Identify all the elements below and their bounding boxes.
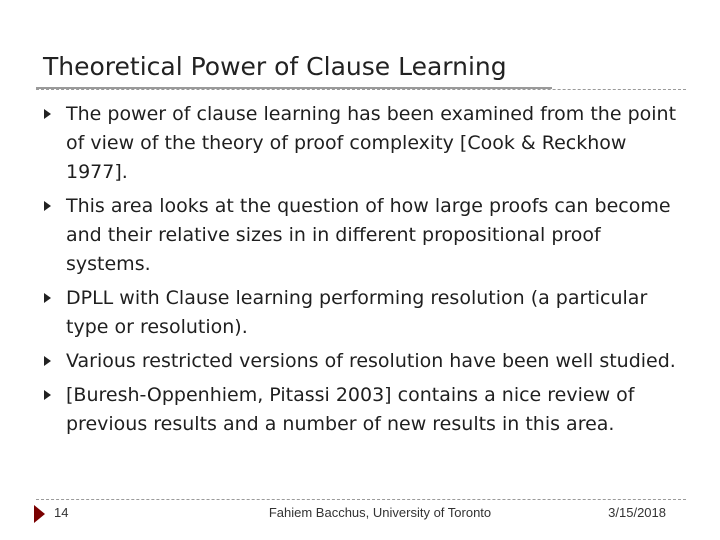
bullet-arrow-icon: [44, 201, 51, 211]
bullet-text: DPLL with Clause learning performing resolution (a particular type or resolution).: [66, 287, 648, 338]
bullet-arrow-icon: [44, 390, 51, 400]
slide-title: Theoretical Power of Clause Learning: [43, 52, 507, 81]
bullet-item: [44, 192, 684, 279]
footer-date: 3/15/2018: [608, 505, 666, 520]
bullet-item: [44, 100, 684, 187]
bullet-text: Various restricted versions of resolution have been well studied.: [66, 350, 676, 372]
bullet-item: [44, 284, 684, 342]
footer-arrow-icon: [34, 505, 45, 523]
bullet-item: [44, 347, 684, 376]
bullet-arrow-icon: [44, 356, 51, 366]
bullet-arrow-icon: [44, 109, 51, 119]
bullet-item: [44, 381, 684, 439]
bullet-text: This area looks at the question of how large proofs can become and their relative sizes in in different propositional proof systems.: [66, 195, 671, 275]
bullet-text: [Buresh-Oppenhiem, Pitassi 2003] contains a nice review of previous results and a number of new results in this area.: [66, 384, 635, 435]
bullet-text: The power of clause learning has been examined from the point of view of the theory of proof complexity [Cook & Reckhow 1977].: [66, 103, 677, 183]
footer-author: Fahiem Bacchus, University of Toronto: [268, 505, 492, 520]
bullet-arrow-icon: [44, 293, 51, 303]
page-number: 14: [54, 505, 69, 520]
title-divider: [36, 89, 686, 90]
footer-divider: [36, 499, 686, 500]
bullet-list: [44, 100, 684, 439]
